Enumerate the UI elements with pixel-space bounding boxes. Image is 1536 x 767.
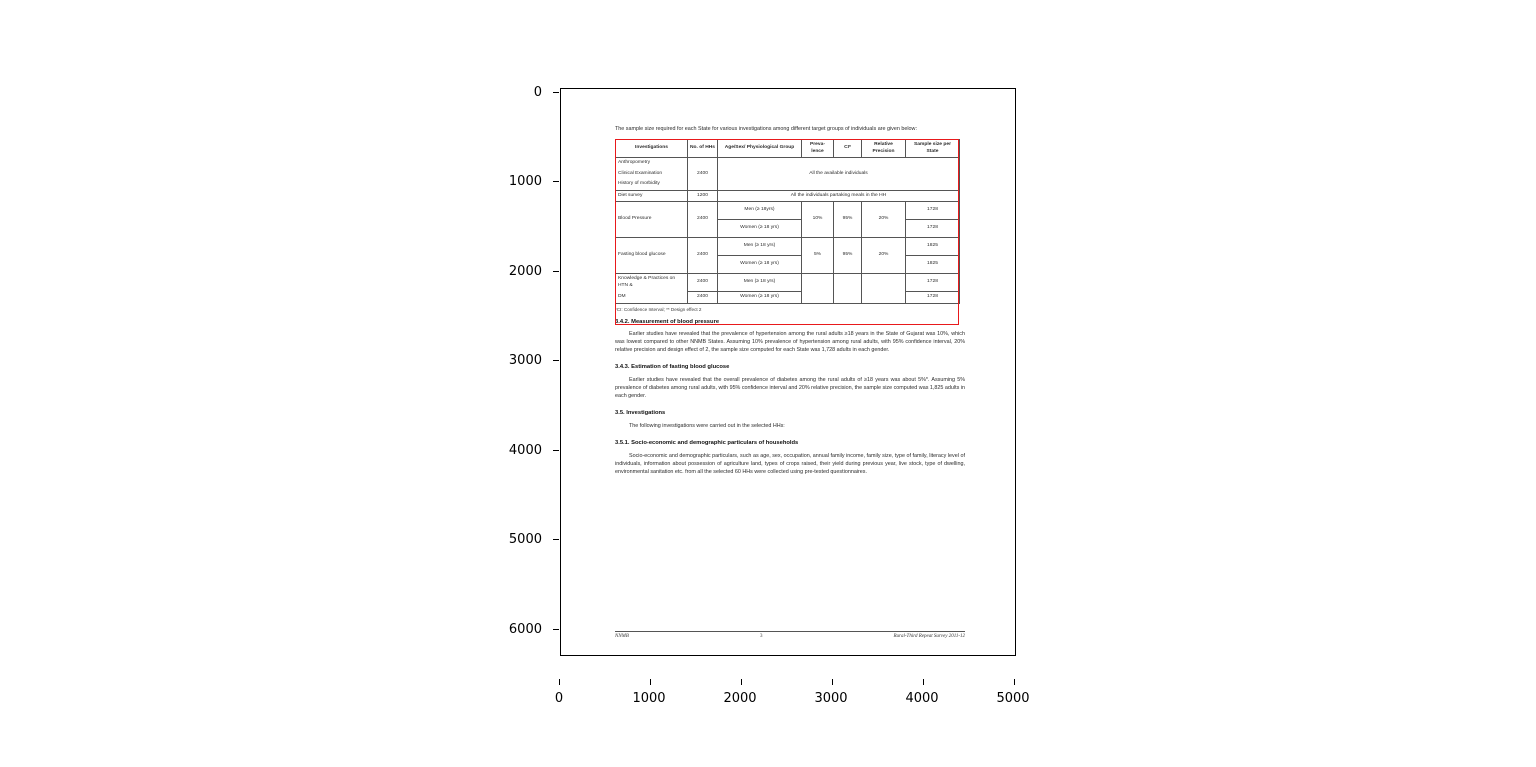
cell-group bbox=[718, 179, 960, 190]
cell-group: All the individuals partaking meals in the HH bbox=[718, 190, 960, 202]
cell-precision bbox=[862, 274, 906, 292]
table-row bbox=[616, 202, 960, 220]
table-row bbox=[616, 274, 960, 292]
cell-hhs: 2400 bbox=[688, 274, 718, 292]
table-footnote: *CI: Confidence Interval; ** Design effect 2 bbox=[615, 306, 702, 312]
table-row bbox=[616, 179, 960, 190]
cell-group: Men (≥ 18 yrs) bbox=[718, 238, 802, 256]
section-heading-351: 3.5.1. Socio-economic and demographic particulars of households bbox=[615, 440, 799, 446]
section-heading-342: 3.4.2. Measurement of blood pressure bbox=[615, 318, 720, 325]
footer-page-number: 3 bbox=[759, 634, 763, 639]
x-tick-label-1000: 1000 bbox=[632, 691, 666, 706]
section-heading-35: 3.5. Investigations bbox=[615, 410, 666, 417]
x-tick-label-2000: 2000 bbox=[723, 691, 757, 706]
y-tick-label-2000: 2000 bbox=[508, 264, 542, 279]
cell-precision bbox=[862, 291, 906, 303]
th-ci: CI* bbox=[834, 140, 862, 158]
y-tick-label-0: 0 bbox=[533, 85, 542, 100]
cell-ci bbox=[834, 291, 862, 303]
document-page-image bbox=[560, 88, 1016, 656]
cell-group: Men (≥ 18yrs) bbox=[718, 202, 802, 220]
cell-group: All the available individuals bbox=[718, 169, 960, 180]
x-tick-label-3000: 3000 bbox=[814, 691, 848, 706]
x-tick-label-5000: 5000 bbox=[996, 691, 1030, 706]
cell-group bbox=[718, 157, 960, 168]
cell-investigation: Diet survey bbox=[616, 190, 688, 202]
y-tick-label-3000: 3000 bbox=[508, 353, 542, 368]
section-body-342: Earlier studies have revealed that the prevalence of hypertension among the rural adults ≥18 years in the State of Gujarat was 10%, which was lowest compared to other NNMB States. Assuming 10% prevalence of hypertension among rural adults, with 95% confidence interval, 20% relative precision and design effect of 2, the sample size computed for each State was 1,728 adults in each gender. bbox=[615, 331, 965, 354]
cell-ci: 95% bbox=[834, 238, 862, 274]
sample-size-table-wrapper bbox=[615, 139, 965, 303]
cell-prevalence bbox=[802, 274, 834, 292]
page-content bbox=[615, 125, 965, 635]
cell-hhs: 1200 bbox=[688, 190, 718, 202]
y-tick-mark bbox=[553, 92, 559, 93]
cell-prevalence: 5% bbox=[802, 238, 834, 274]
cell-sample-size: 1728 bbox=[906, 220, 960, 238]
cell-hhs: 2400 bbox=[688, 238, 718, 274]
cell-hhs bbox=[688, 157, 718, 168]
cell-prevalence bbox=[802, 291, 834, 303]
y-tick-label-6000: 6000 bbox=[508, 622, 542, 637]
cell-sample-size: 1825 bbox=[906, 238, 960, 256]
cell-investigation: Clinical Examination bbox=[616, 169, 688, 180]
th-group: Age/Sex/ Physiological Group bbox=[718, 140, 802, 158]
x-tick-mark bbox=[832, 679, 833, 685]
y-tick-mark bbox=[553, 181, 559, 182]
y-tick-mark bbox=[553, 271, 559, 272]
x-tick-mark bbox=[1014, 679, 1015, 685]
sample-size-table bbox=[615, 139, 960, 303]
cell-group: Women (≥ 18 yrs) bbox=[718, 291, 802, 303]
x-tick-label-0: 0 bbox=[554, 691, 564, 706]
x-tick-mark bbox=[650, 679, 651, 685]
table-row bbox=[616, 190, 960, 202]
cell-sample-size: 1825 bbox=[906, 256, 960, 274]
cell-investigation: Anthropometry bbox=[616, 157, 688, 168]
cell-ci bbox=[834, 274, 862, 292]
cell-investigation: DM bbox=[616, 291, 688, 303]
cell-group: Men (≥ 18 yrs) bbox=[718, 274, 802, 292]
page-footer bbox=[615, 631, 965, 639]
cell-ci: 95% bbox=[834, 202, 862, 238]
table-row bbox=[616, 291, 960, 303]
th-investigations: Investigations bbox=[616, 140, 688, 158]
y-tick-mark bbox=[553, 629, 559, 630]
footer-left: NNMB bbox=[615, 634, 629, 639]
cell-precision: 20% bbox=[862, 238, 906, 274]
th-sample-size: Sample size per State bbox=[906, 140, 960, 158]
section-body-351: Socio-economic and demographic particulars, such as age, sex, occupation, annual family income, family size, type of family, literacy level of individuals, information about possession of agriculture land, types of crops raised, their yield during previous year, live stock, type of dwelling, environmental sanitation etc. from all the selected 60 HHs were collected using pre-tested questionnaires. bbox=[615, 452, 965, 475]
y-tick-label-4000: 4000 bbox=[508, 443, 542, 458]
section-body-343: Earlier studies have revealed that the overall prevalence of diabetes among the rural adults of ≥18 years was about 5%*. Assuming 5% prevalence of diabetes among rural adults, with 95% confidence interval and 20% relative precision, the sample size computed was 1,825 adults in each gender. bbox=[615, 377, 965, 400]
cell-sample-size: 1728 bbox=[906, 274, 960, 292]
cell-hhs: 2400 bbox=[688, 169, 718, 180]
cell-hhs: 2400 bbox=[688, 202, 718, 238]
cell-investigation: Blood Pressure bbox=[616, 202, 688, 238]
y-tick-mark bbox=[553, 539, 559, 540]
table-row bbox=[616, 169, 960, 180]
cell-investigation: Knowledge & Practices on HTN & bbox=[616, 274, 688, 292]
section-heading-343: 3.4.3. Estimation of fasting blood glucose bbox=[615, 364, 730, 371]
y-tick-label-1000: 1000 bbox=[508, 174, 542, 189]
cell-group: Women (≥ 18 yrs) bbox=[718, 220, 802, 238]
y-tick-mark bbox=[553, 450, 559, 451]
cell-hhs: 2400 bbox=[688, 291, 718, 303]
cell-sample-size: 1728 bbox=[906, 202, 960, 220]
th-prevalence: Preva- lence bbox=[802, 140, 834, 158]
section-body-35: The following investigations were carried out in the selected HHs: bbox=[629, 422, 785, 429]
cell-precision: 20% bbox=[862, 202, 906, 238]
x-tick-mark bbox=[559, 679, 560, 685]
table-row bbox=[616, 238, 960, 256]
th-precision: Relative Precision bbox=[862, 140, 906, 158]
footer-right: Rural-Third Repeat Survey 2011-12 bbox=[893, 634, 965, 639]
y-tick-mark bbox=[553, 360, 559, 361]
cell-group: Women (≥ 18 yrs) bbox=[718, 256, 802, 274]
table-row bbox=[616, 157, 960, 168]
th-hhs: No. of HHs bbox=[688, 140, 718, 158]
cell-investigation: Fasting blood glucose bbox=[616, 238, 688, 274]
intro-paragraph: The sample size required for each State for various investigations among different target groups of individuals are given below: bbox=[615, 126, 917, 132]
y-tick-label-5000: 5000 bbox=[508, 532, 542, 547]
table-header-row bbox=[616, 140, 960, 158]
x-tick-label-4000: 4000 bbox=[905, 691, 939, 706]
cell-prevalence: 10% bbox=[802, 202, 834, 238]
cell-sample-size: 1728 bbox=[906, 291, 960, 303]
x-tick-mark bbox=[923, 679, 924, 685]
x-tick-mark bbox=[741, 679, 742, 685]
cell-hhs bbox=[688, 179, 718, 190]
cell-investigation: History of morbidity bbox=[616, 179, 688, 190]
